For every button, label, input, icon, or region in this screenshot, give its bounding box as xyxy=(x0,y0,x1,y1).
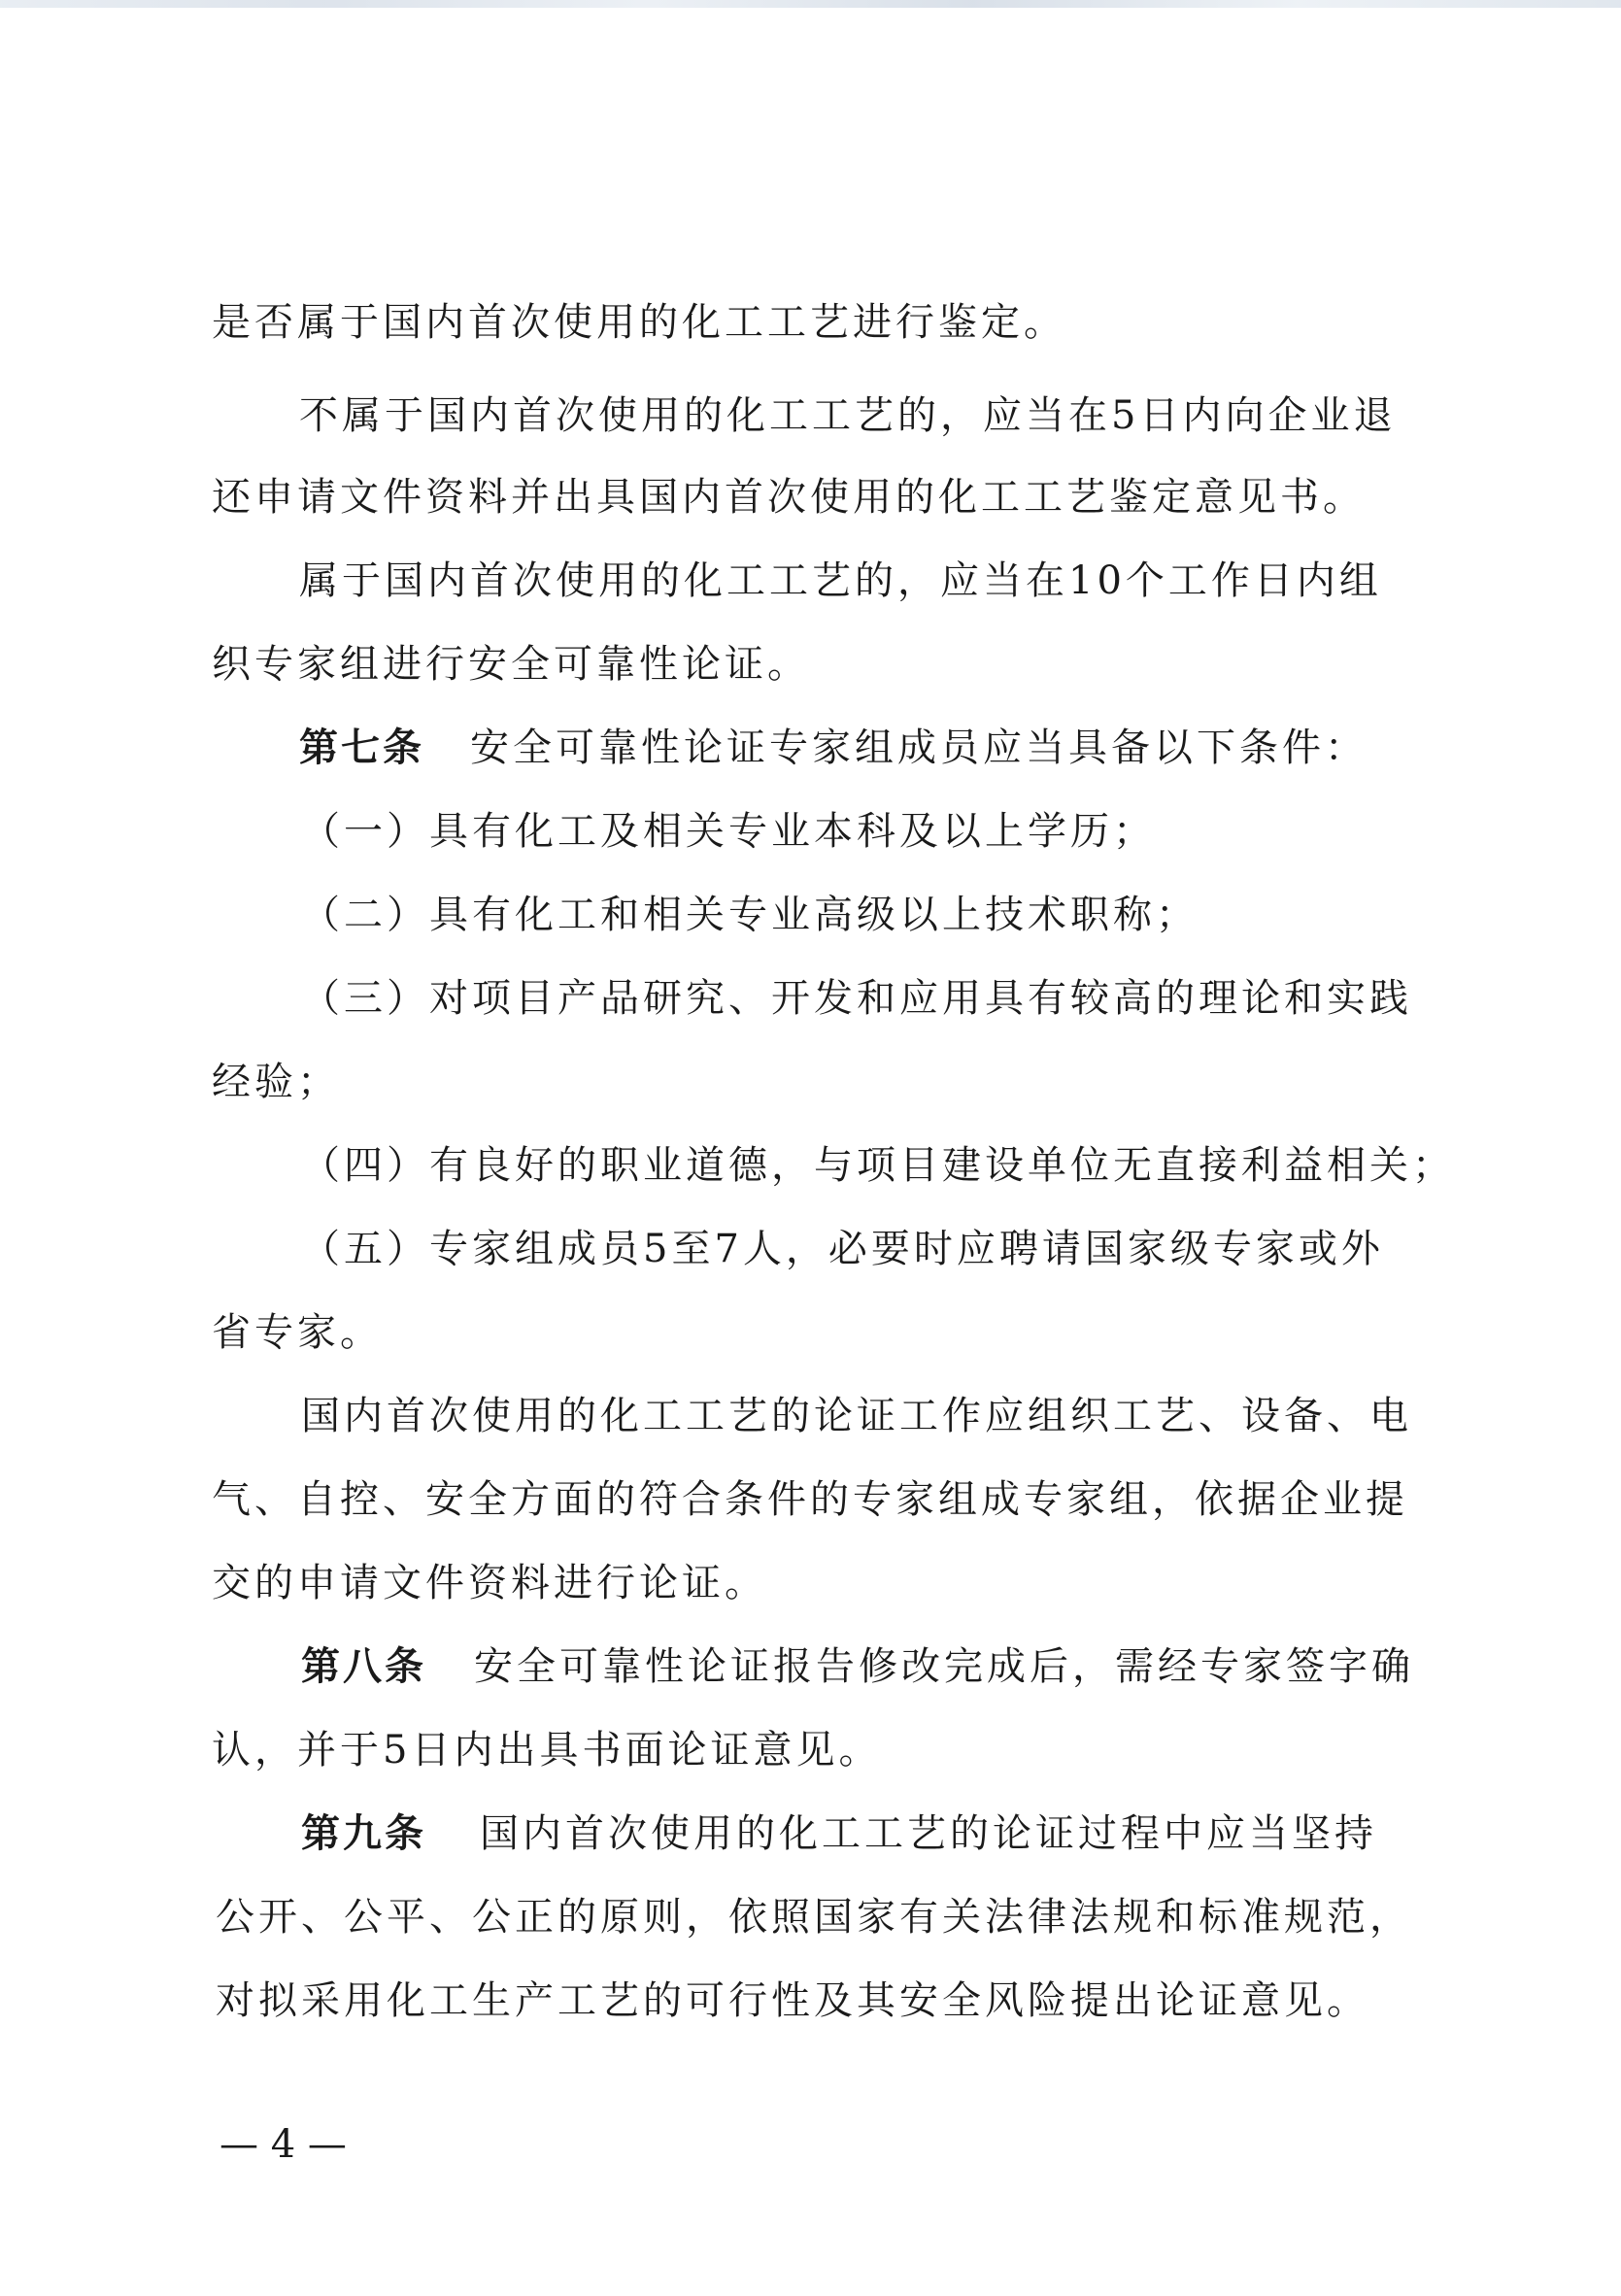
paragraph-line: 是否属于国内首次使用的化工工艺进行鉴定。 xyxy=(212,300,1066,345)
article-heading: 第八条 xyxy=(301,1644,426,1689)
list-item: （四）有良好的职业道德，与项目建设单位无直接利益相关； xyxy=(301,1143,1455,1188)
paragraph-line: 对拟采用化工生产工艺的可行性及其安全风险提出论证意见。 xyxy=(216,1978,1369,2023)
paragraph-line: 安全可靠性论证专家组成员应当具备以下条件： xyxy=(470,726,1368,770)
paragraph-line: 气、自控、安全方面的符合条件的专家组成专家组，依据企业提 xyxy=(212,1477,1408,1522)
list-item: （三）对项目产品研究、开发和应用具有较高的理论和实践 xyxy=(301,976,1412,1021)
article-heading: 第九条 xyxy=(301,1811,426,1856)
paragraph-line: 省专家。 xyxy=(212,1310,383,1355)
paragraph-line: 织专家组进行安全可靠性论证。 xyxy=(212,642,810,687)
paragraph-line: 交的申请文件资料进行论证。 xyxy=(212,1561,767,1605)
paragraph-line: 认，并于5日内出具书面论证意见。 xyxy=(212,1728,882,1773)
list-item: （二）具有化工和相关专业高级以上技术职称； xyxy=(301,893,1199,937)
paragraph-line: 安全可靠性论证报告修改完成后，需经专家签字确 xyxy=(474,1644,1414,1689)
list-item: （五）专家组成员5至7人，必要时应聘请国家级专家或外 xyxy=(301,1227,1384,1271)
paragraph-line: 国内首次使用的化工工艺的论证过程中应当坚持 xyxy=(480,1811,1377,1856)
paragraph-line: 国内首次使用的化工工艺的论证工作应组织工艺、设备、电 xyxy=(301,1394,1412,1438)
paragraph-line: 公开、公平、公正的原则，依照国家有关法律法规和标准规范， xyxy=(216,1895,1412,1940)
paragraph-line: 经验； xyxy=(212,1060,340,1104)
list-item: （一）具有化工及相关专业本科及以上学历； xyxy=(301,809,1156,854)
paragraph-line: 属于国内首次使用的化工工艺的，应当在10个工作日内组 xyxy=(299,558,1382,603)
paragraph-line: 还申请文件资料并出具国内首次使用的化工工艺鉴定意见书。 xyxy=(212,475,1366,520)
page-number: — 4 — xyxy=(220,2122,347,2167)
article-heading: 第七条 xyxy=(299,726,424,770)
paragraph-line: 不属于国内首次使用的化工工艺的，应当在5日内向企业退 xyxy=(299,393,1397,438)
